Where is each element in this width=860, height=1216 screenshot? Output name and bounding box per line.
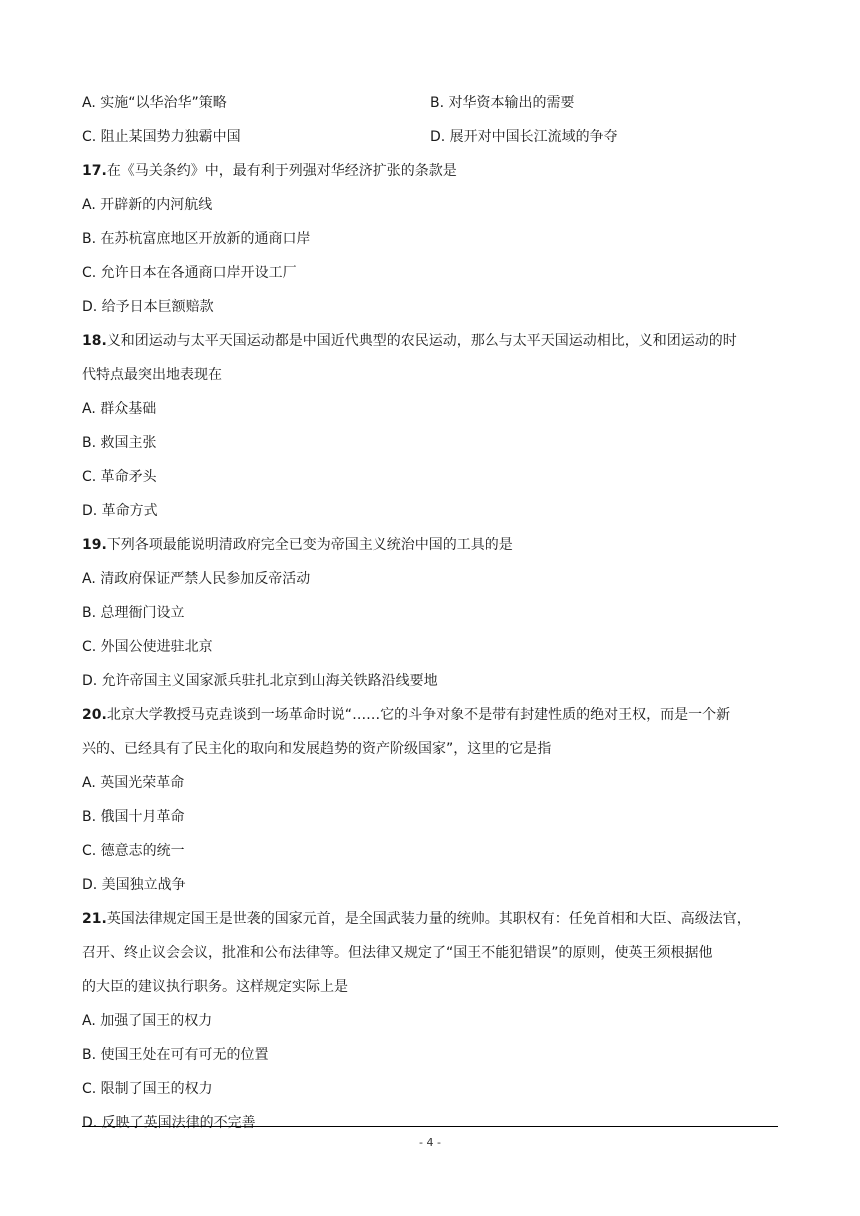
question-stem-line: 下列各项最能说明清政府完全已变为帝国主义统治中国的工具的是 [106,537,513,553]
question-18 [82,324,778,528]
q16-options-row-2 [82,120,778,154]
question-19 [82,528,778,698]
option-b: B. 在苏杭富庶地区开放新的通商口岸 [82,231,311,247]
question-20 [82,698,778,902]
question-stem-line: 英国法律规定国王是世袭的国家元首，是全国武装力量的统帅。其职权有：任免首相和大臣、高级法官， [106,911,751,927]
option-b: B. 救国主张 [82,435,157,451]
option-c: C. 外国公使进驻北京 [82,639,213,655]
question-stem-line: 义和团运动与太平天国运动都是中国近代典型的农民运动，那么与太平天国运动相比，义和团运动的时 [106,333,737,349]
option-c: C. 允许日本在各通商口岸开设工厂 [82,265,297,281]
question-17 [82,154,778,324]
question-stem-line: 的大臣的建议执行职务。这样规定实际上是 [82,979,348,995]
option-a: A. 加强了国王的权力 [82,1013,213,1029]
option-d: D. 给予日本巨额赔款 [82,299,214,315]
option-c: C. 革命矛头 [82,469,157,485]
question-stem [82,698,778,732]
q16-option-b: B. 对华资本输出的需要 [430,95,575,111]
option-d: D. 反映了英国法律的不完善 [82,1115,256,1131]
q16-option-d: D. 展开对中国长江流域的争夺 [430,129,618,145]
question-21 [82,902,778,1140]
q16-option-c: C. 阻止某国势力独霸中国 [82,129,241,145]
question-stem-line: 代特点最突出地表现在 [82,367,222,383]
question-number: 21. [82,911,107,927]
q16-option-a: A. 实施“以华治华”策略 [82,95,227,111]
option-d: D. 美国独立战争 [82,877,186,893]
question-number: 19. [82,537,107,553]
question-number: 17. [82,163,107,179]
question-stem-line: 在《马关条约》中，最有利于列强对华经济扩张的条款是 [106,163,457,179]
question-number: 18. [82,333,107,349]
page-number: - 4 - [419,1136,441,1149]
footer-divider [82,1126,778,1127]
q16-options-row-1 [82,86,778,120]
option-d: D. 允许帝国主义国家派兵驻扎北京到山海关铁路沿线要地 [82,673,438,689]
option-b: B. 总理衙门设立 [82,605,185,621]
option-b: B. 俄国十月革命 [82,809,185,825]
question-stem [82,528,778,562]
question-stem [82,154,778,188]
option-a: A. 开辟新的内河航线 [82,197,213,213]
question-stem-line: 召开、终止议会会议，批准和公布法律等。但法律又规定了“国王不能犯错误”的原则，使英王须根据他 [82,945,713,961]
question-stem-line: 北京大学教授马克垚谈到一场革命时说“……它的斗争对象不是带有封建性质的绝对王权，而是一个新 [106,707,731,723]
option-c: C. 限制了国王的权力 [82,1081,213,1097]
option-a: A. 英国光荣革命 [82,775,185,791]
option-d: D. 革命方式 [82,503,158,519]
option-b: B. 使国王处在可有可无的位置 [82,1047,269,1063]
question-stem-line: 兴的、已经具有了民主化的取向和发展趋势的资产阶级国家”，这里的它是指 [82,741,552,757]
option-c: C. 德意志的统一 [82,843,185,859]
question-stem [82,324,778,358]
question-number: 20. [82,707,107,723]
option-a: A. 清政府保证严禁人民参加反帝活动 [82,571,311,587]
page-content [82,86,778,1140]
option-a: A. 群众基础 [82,401,157,417]
question-stem [82,902,778,936]
